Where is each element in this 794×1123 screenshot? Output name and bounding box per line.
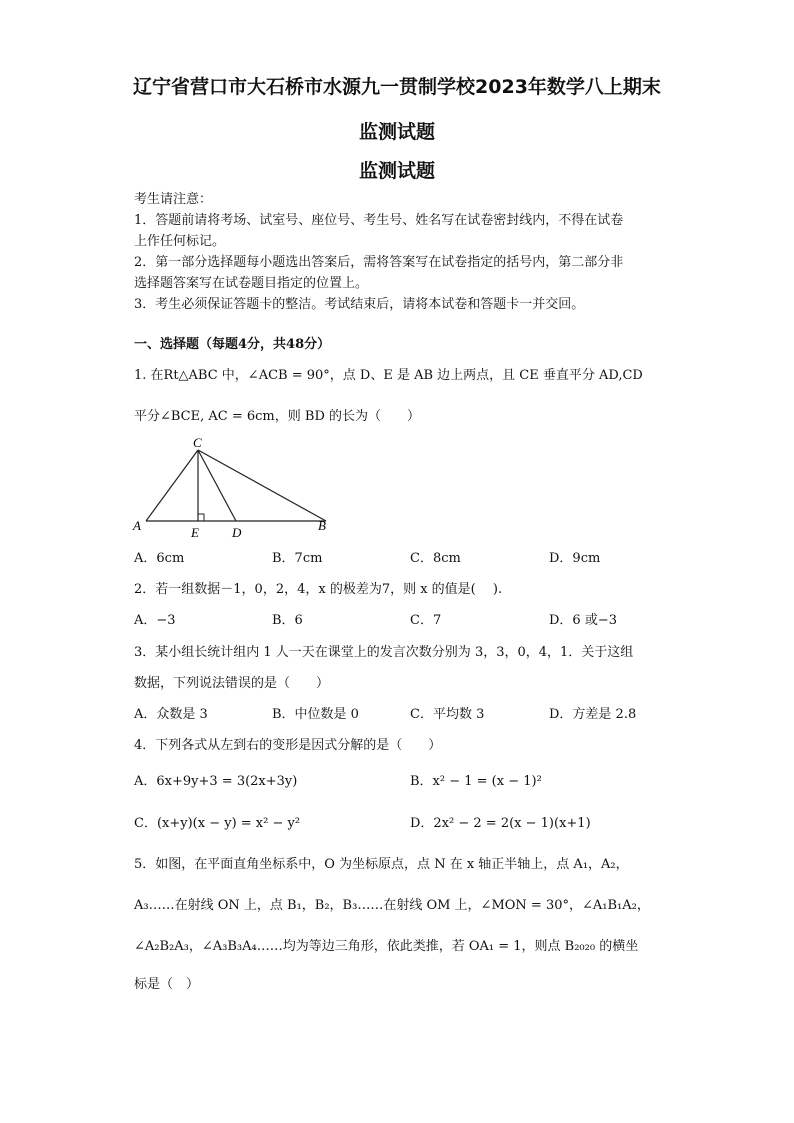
q4-option-a[interactable]: A．6x+9y+3 = 3(2x+3y) [134,774,298,789]
exam-title-line-1: 辽宁省营口市大石桥市水源九一贯制学校2023年数学八上期末 [133,76,661,98]
q1-triangle-figure [130,434,340,544]
q5-stem-line-1: 5．如图，在平面直角坐标系中，O 为坐标原点，点 N 在 x 轴正半轴上，点 A₁，A₂， [134,857,629,872]
q5-stem-line-4: 标是（ ） [134,977,200,992]
q1-stem-line-1: 1. 在Rt△ABC 中，∠ACB = 90°，点 D、E 是 AB 边上两点，且 CE 垂直平分 AD,CD [134,368,643,383]
label-e: E [191,525,199,540]
section-heading: 一、选择题（每题4分，共48分） [134,337,331,352]
q3-option-c[interactable]: C．平均数 3 [410,707,485,722]
q2-stem: 2．若一组数据－1，0，2，4，x 的极差为7，则 x 的值是( ). [134,582,503,597]
q4-option-d[interactable]: D．2x² − 2 = 2(x − 1)(x+1) [410,816,591,831]
q2-option-a[interactable]: A．−3 [134,613,176,628]
q1-option-b[interactable]: B．7cm [272,551,323,566]
notice-item-2b: 选择题答案写在试卷题目指定的位置上。 [134,276,369,291]
q3-option-b[interactable]: B．中位数是 0 [272,707,359,722]
q1-option-d[interactable]: D．9cm [549,551,601,566]
right-angle-mark [198,514,204,521]
q3-stem-line-2: 数据，下列说法错误的是（ ） [134,676,330,691]
q4-option-c[interactable]: C．(x+y)(x − y) = x² − y² [134,816,301,831]
q3-option-a[interactable]: A．众数是 3 [134,707,208,722]
label-b: B [318,518,326,533]
q4-stem: 4．下列各式从左到右的变形是因式分解的是（ ） [134,738,442,753]
q3-option-d[interactable]: D．方差是 2.8 [549,707,637,722]
exam-title-line-2: 监测试题 [358,121,435,143]
label-d: D [232,525,242,540]
notice-item-1a: 1．答题前请将考场、试室号、座位号、考生号、姓名写在试卷密封线内，不得在试卷 [134,213,624,228]
q5-stem-line-2: A₃……在射线 ON 上，点 B₁，B₂，B₃……在射线 OM 上，∠MON = 30°，∠A₁B₁A₂， [134,898,650,913]
label-a: A [133,518,141,533]
q1-stem-line-2: 平分∠BCE, AC = 6cm，则 BD 的长为（ ） [134,409,421,424]
notice-item-2a: 2．第一部分选择题每小题选出答案后，需将答案写在试卷指定的括号内，第二部分非 [134,255,624,270]
exam-title-line-3: 监测试题 [358,160,435,182]
q2-option-b[interactable]: B．6 [272,613,303,628]
notice-heading: 考生请注意： [134,192,213,207]
label-c: C [193,435,202,450]
q2-option-c[interactable]: C．7 [410,613,442,628]
q3-stem-line-1: 3．某小组长统计组内 1 人一天在课堂上的发言次数分别为 3，3，0，4，1．关于这组 [134,645,634,660]
notice-item-3: 3．考生必须保证答题卡的整洁。考试结束后，请将本试卷和答题卡一并交回。 [134,297,585,312]
q4-option-b[interactable]: B．x² − 1 = (x − 1)² [410,774,542,789]
q2-option-d[interactable]: D．6 或−3 [549,613,617,628]
q5-stem-line-3: ∠A₂B₂A₃，∠A₃B₃A₄……均为等边三角形，依此类推，若 OA₁ = 1，则点 B₂₀₂₀ 的横坐 [134,939,639,954]
segment-ac [146,450,198,521]
q1-option-c[interactable]: C．8cm [410,551,461,566]
q1-option-a[interactable]: A．6cm [134,551,185,566]
notice-item-1b: 上作任何标记。 [134,234,226,249]
